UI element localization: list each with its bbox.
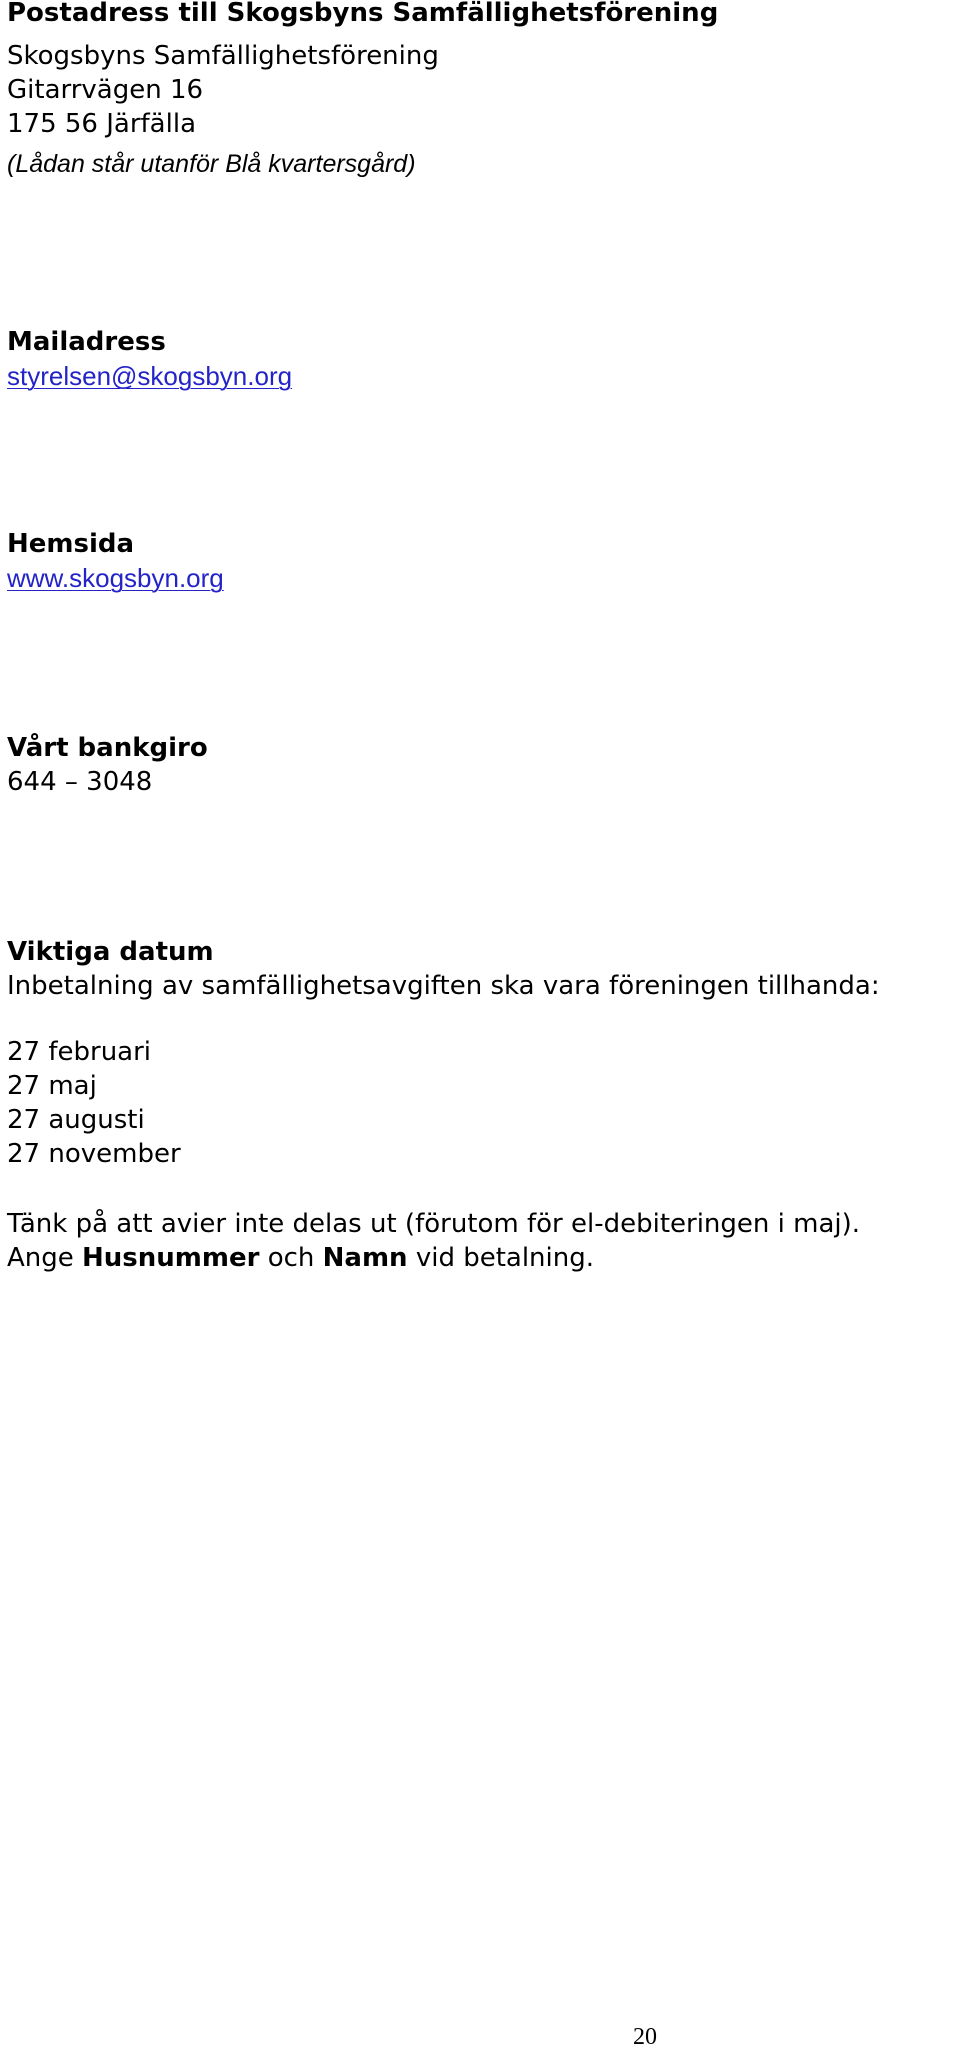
dates-heading: Viktiga datum: [7, 937, 214, 967]
date-item: 27 maj: [7, 1071, 97, 1101]
date-item: 27 november: [7, 1139, 181, 1169]
bankgiro-section: [7, 731, 952, 799]
reminder-line-1: Tänk på att avier inte delas ut (förutom för el-debiteringen i maj).: [7, 1209, 861, 1239]
bankgiro-heading: Vårt bankgiro: [7, 733, 208, 763]
postal-line-2: Gitarrvägen 16: [7, 75, 204, 105]
date-item: 27 februari: [7, 1037, 152, 1067]
reminder-suffix: vid betalning.: [407, 1243, 595, 1273]
dates-section: [7, 935, 952, 1171]
date-item: 27 augusti: [7, 1105, 145, 1135]
reminder-name: Namn: [322, 1243, 408, 1273]
reminder-prefix: Ange: [7, 1243, 83, 1273]
mail-heading: Mailadress: [7, 327, 166, 357]
website-section: [7, 527, 952, 595]
postal-address-heading: Postadress till Skogsbyns Samfällighetsförening: [7, 0, 719, 28]
mail-section: [7, 325, 952, 393]
postal-line-3: 175 56 Järfälla: [7, 109, 196, 139]
dates-list: [7, 1035, 952, 1171]
postal-note: (Lådan står utanför Blå kvartersgård): [7, 150, 416, 178]
website-link[interactable]: www.skogsbyn.org: [7, 563, 224, 593]
dates-intro: Inbetalning av samfällighetsavgiften ska vara föreningen tillhanda:: [7, 971, 880, 1001]
mail-address-link[interactable]: styrelsen@skogsbyn.org: [7, 361, 293, 391]
postal-address-section: [7, 0, 952, 181]
reminder-line-2: [7, 1241, 952, 1275]
reminder-house-number: Husnummer: [82, 1243, 260, 1273]
reminder-middle: och: [259, 1243, 323, 1273]
page-number: 20: [633, 2024, 657, 2050]
website-heading: Hemsida: [7, 529, 135, 559]
postal-line-1: Skogsbyns Samfällighetsförening: [7, 41, 439, 71]
bankgiro-number: 644 – 3048: [7, 767, 153, 797]
reminder-section: [7, 1207, 952, 1275]
